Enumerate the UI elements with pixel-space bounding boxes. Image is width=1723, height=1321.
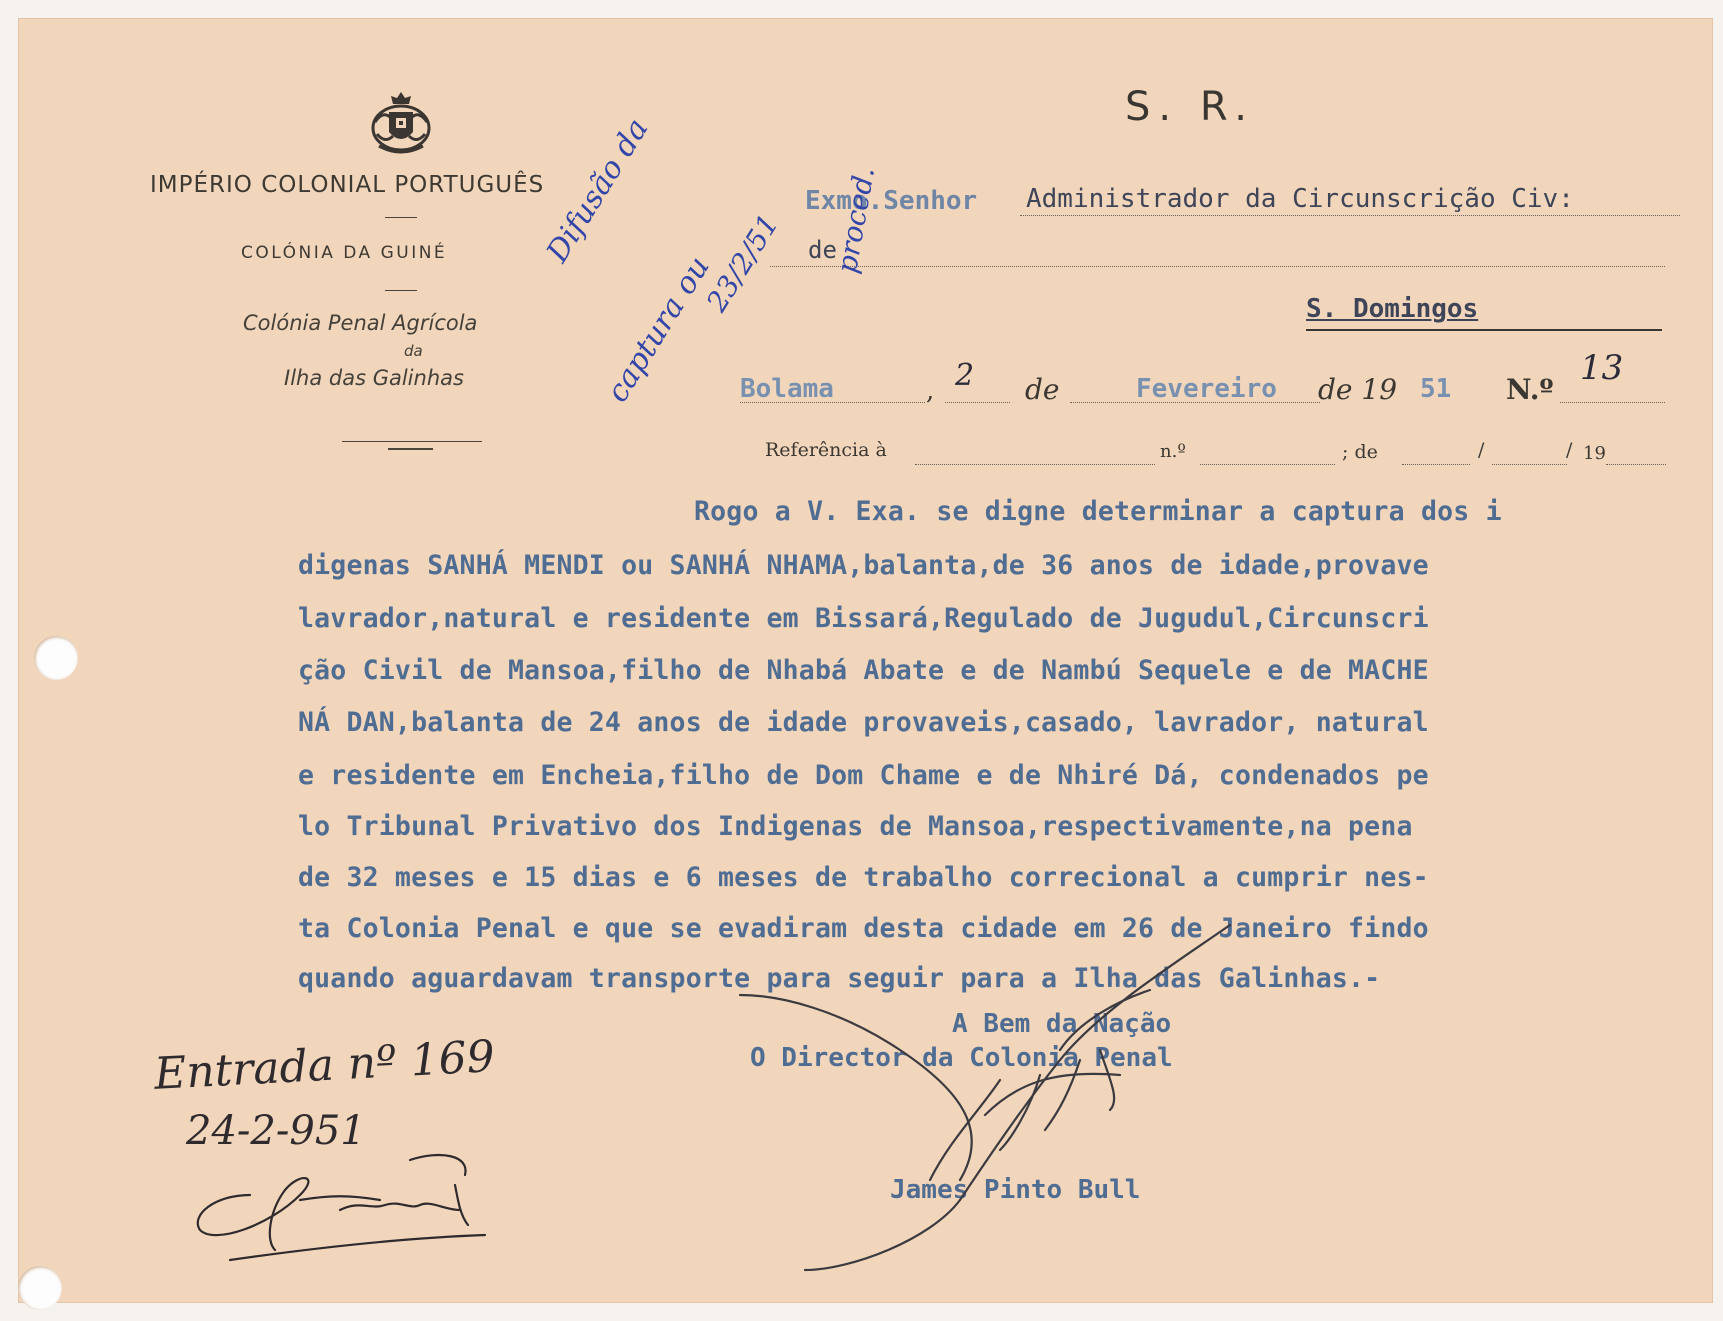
body-line-7: lo Tribunal Privativo dos Indigenas de Mansoa,respectivamente,na pena <box>298 811 1413 842</box>
addressee: Administrador da Circunscrição Civ: <box>1026 184 1574 214</box>
director-signature <box>740 925 1230 1270</box>
institution-line-2: da <box>404 342 423 360</box>
director-title: O Director da Colonia Penal <box>750 1043 1173 1073</box>
colony-heading: COLÓNIA DA GUINÉ <box>241 243 448 263</box>
body-line-5: NÁ DAN,balanta de 24 anos de idade provaveis,casado, lavrador, natural <box>298 707 1429 738</box>
body-line-2: digenas SANHÁ MENDI ou SANHÁ NHAMA,balanta,de 36 anos de idade,provave <box>298 550 1429 581</box>
date-comma: , <box>926 376 935 406</box>
blue-note-4: proced. <box>830 164 882 276</box>
place: S. Domingos <box>1306 294 1479 324</box>
number-label: N.º <box>1506 373 1554 406</box>
body-line-9: ta Colonia Penal e que se evadiram desta cidade em 26 de Janeiro findo <box>298 913 1429 944</box>
entry-date: 24-2-951 <box>186 1108 366 1154</box>
body-line-6: e residente em Encheia,filho de Dom Chame e de Nhiré Dá, condenados pe <box>298 760 1429 791</box>
blue-note-2: captura ou <box>600 250 717 409</box>
director-name: James Pinto Bull <box>890 1175 1141 1205</box>
sr-heading: S. R. <box>1125 84 1255 130</box>
body-line-1: Rogo a V. Exa. se digne determinar a captura dos i <box>694 496 1502 527</box>
blue-note-3: 23/2/51 <box>700 208 786 318</box>
reference-year-label: 19 <box>1583 443 1606 464</box>
date-de-label: de <box>1025 373 1060 406</box>
institution-line-3: Ilha das Galinhas <box>284 366 464 390</box>
empire-heading: IMPÉRIO COLONIAL PORTUGUÊS <box>150 172 545 198</box>
reference-slash-1: / <box>1478 439 1485 461</box>
date-month: Fevereiro <box>1136 374 1277 404</box>
body-line-8: de 32 meses e 15 dias e 6 meses de trabalho correcional a cumprir nes- <box>298 862 1429 893</box>
entry-note: Entrada nº 169 <box>152 1031 496 1100</box>
reference-n-label: n.º <box>1160 441 1186 462</box>
institution-line-1: Colónia Penal Agrícola <box>243 311 478 335</box>
salutation: Exmo.Senhor <box>805 186 978 216</box>
date-year-label: de 19 <box>1318 373 1398 406</box>
blue-note-1: Difusão da <box>540 112 656 269</box>
body-line-4: ção Civil de Mansoa,filho de Nhabá Abate e de Nambú Sequele e de MACHE <box>298 655 1429 686</box>
date-city: Bolama <box>740 374 834 404</box>
closing: A Bem da Nação <box>952 1009 1172 1039</box>
reference-de-label: ; de <box>1342 441 1378 463</box>
document-number: 13 <box>1580 348 1624 388</box>
date-year-suffix: 51 <box>1420 374 1452 404</box>
body-line-3: lavrador,natural e residente em Bissará,Regulado de Jugudul,Circunscri <box>298 603 1429 634</box>
de-label: de <box>808 236 837 264</box>
date-day: 2 <box>955 358 975 393</box>
receiver-signature <box>198 1155 485 1260</box>
reference-label: Referência à <box>765 439 887 461</box>
body-line-10: quando aguardavam transporte para seguir para a Ilha das Galinhas.- <box>298 963 1381 994</box>
reference-slash-2: / <box>1566 439 1573 461</box>
